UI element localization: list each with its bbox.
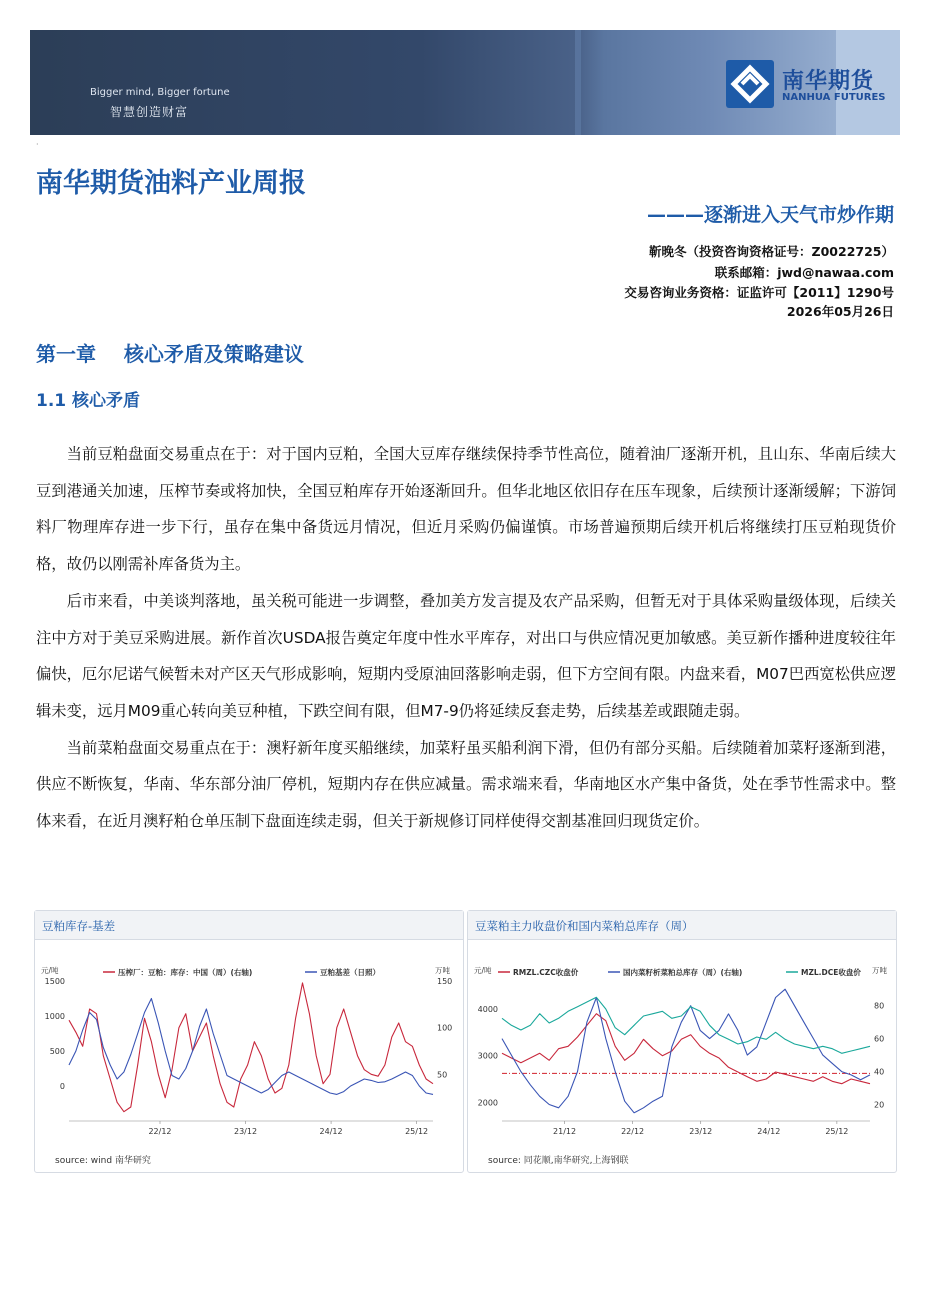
paragraph: 后市来看，中美谈判落地，虽关税可能进一步调整，叠加美方发言提及农产品采购，但暂无对于具体采购量级体现，后续关注中方对于美豆采购进展。新作首次USDA报告奠定年度中性水平库存，对出口与供应情况更加敏感。美豆新作播种进度较往年偏快，厄尔尼诺气候暂未对产区天气形成影响，短期内受原油回落影响走弱，但下方空间有限。内盘来看，M07巴西宽松供应逻辑未变，远月M09重心转向美豆种植，下跌空间有限，但M7-9仍将延续反套走势，后续基差或跟随走弱。: [36, 591, 896, 720]
series-line: [502, 997, 870, 1053]
y-tick-label: 0: [59, 1082, 65, 1091]
y2-tick-label: 50: [437, 1070, 448, 1080]
chart-meal-inventory-basis: [35, 941, 463, 1151]
banner-stripe: [575, 30, 581, 135]
series-line: [69, 983, 433, 1112]
y-tick-label: 2000: [477, 1098, 498, 1108]
y2-tick-label: 20: [874, 1100, 885, 1110]
slogan-cn: 智慧创造财富: [110, 105, 189, 119]
left-axis-unit: 元/吨: [474, 966, 492, 975]
y-tick-label: 1500: [44, 977, 65, 986]
x-tick-label: 21/12: [553, 1127, 577, 1136]
report-title: 南华期货油料产业周报: [36, 168, 306, 199]
legend-label: MZL.DCE收盘价: [801, 968, 861, 977]
x-tick-label: 25/12: [825, 1127, 849, 1136]
chart-header: [35, 911, 463, 940]
y2-tick-label: 100: [437, 1023, 453, 1033]
left-axis-unit: 元/吨: [41, 966, 59, 975]
chapter-title: 第一章 核心矛盾及策略建议: [36, 342, 304, 366]
y-tick-label: 1000: [44, 1012, 65, 1021]
logo-text-en: NANHUA FUTURES: [782, 92, 886, 103]
x-tick-label: 25/12: [405, 1127, 429, 1136]
decorative-dot: ·: [36, 140, 39, 149]
author-line: 靳晚冬（投资咨询资格证号：Z0022725）: [649, 244, 894, 259]
y2-tick-label: 80: [874, 1001, 885, 1011]
report-subtitle: ———逐渐进入天气市炒作期: [646, 204, 894, 226]
license-line: 交易咨询业务资格：证监许可【2011】1290号: [624, 285, 894, 300]
logo-text-cn: 南华期货: [782, 69, 875, 94]
section-title: 1.1 核心矛盾: [36, 391, 141, 411]
body-text: [36, 436, 896, 840]
chart-panel-meal-price-inventory: [467, 910, 897, 1173]
chart-meal-price-inventory: [468, 941, 896, 1151]
chart-source: source: wind 南华研究: [55, 1156, 151, 1166]
chart-header: [468, 911, 896, 940]
header-banner: [30, 30, 900, 135]
chart-title: 豆菜粕主力收盘价和国内菜粕总库存（周）: [475, 919, 694, 933]
legend-label: 压榨厂：豆粕：库存：中国（周）(右轴): [118, 968, 253, 977]
x-tick-label: 23/12: [234, 1127, 258, 1136]
y2-tick-label: 60: [874, 1034, 885, 1044]
y-tick-label: 500: [49, 1047, 65, 1056]
x-tick-label: 22/12: [621, 1127, 645, 1136]
paragraph: 当前菜粕盘面交易重点在于：澳籽新年度买船继续，加菜籽虽买船利润下滑，但仍有部分买船。后续随着加菜籽逐渐到港，供应不断恢复，华南、华东部分油厂停机，短期内存在供应减量。需求端来看，华南地区水产集中备货，处在季节性需求中。整体来看，在近月澳籽粕仓单压制下盘面连续走弱，但关于新规修订同样使得交割基准回归现货定价。: [36, 738, 896, 831]
slogan-en: Bigger mind, Bigger fortune: [90, 87, 230, 98]
right-axis-unit: 万吨: [872, 966, 887, 975]
email-line: 联系邮箱：jwd@nawaa.com: [714, 265, 894, 280]
x-tick-label: 24/12: [319, 1127, 343, 1136]
chart-panel-meal-inventory-basis: [34, 910, 464, 1173]
date-line: 2026年05月26日: [786, 304, 894, 319]
legend-label: 国内菜籽析菜粕总库存（周）(右轴): [623, 968, 743, 977]
nanhua-logo-icon: [726, 60, 774, 108]
y-tick-label: 4000: [477, 1005, 498, 1014]
x-tick-label: 22/12: [148, 1127, 172, 1136]
y-tick-label: 3000: [477, 1051, 498, 1061]
y2-tick-label: 40: [874, 1067, 885, 1077]
x-tick-label: 24/12: [757, 1127, 781, 1136]
chart-title: 豆粕库存-基差: [42, 919, 116, 933]
x-tick-label: 23/12: [689, 1127, 713, 1136]
series-line: [69, 999, 433, 1095]
chart-source: source: 同花顺,南华研究,上海钢联: [488, 1156, 629, 1166]
legend-label: 豆粕基差（日照）: [320, 968, 380, 977]
y2-tick-label: 150: [437, 977, 453, 986]
right-axis-unit: 万吨: [435, 966, 450, 975]
paragraph: 当前豆粕盘面交易重点在于：对于国内豆粕，全国大豆库存继续保持季节性高位，随着油厂逐渐开机，且山东、华南后续大豆到港通关加速，压榨节奏或将加快，全国豆粕库存开始逐渐回升。但华北地区依旧存在压车现象，后续预计逐渐缓解；下游饲料厂物理库存进一步下行，虽存在集中备货远月情况，但近月采购仍偏谨慎。市场普遍预期后续开机后将继续打压豆粕现货价格，故仍以刚需补库备货为主。: [36, 445, 896, 574]
legend-label: RMZL.CZC收盘价: [513, 968, 579, 977]
